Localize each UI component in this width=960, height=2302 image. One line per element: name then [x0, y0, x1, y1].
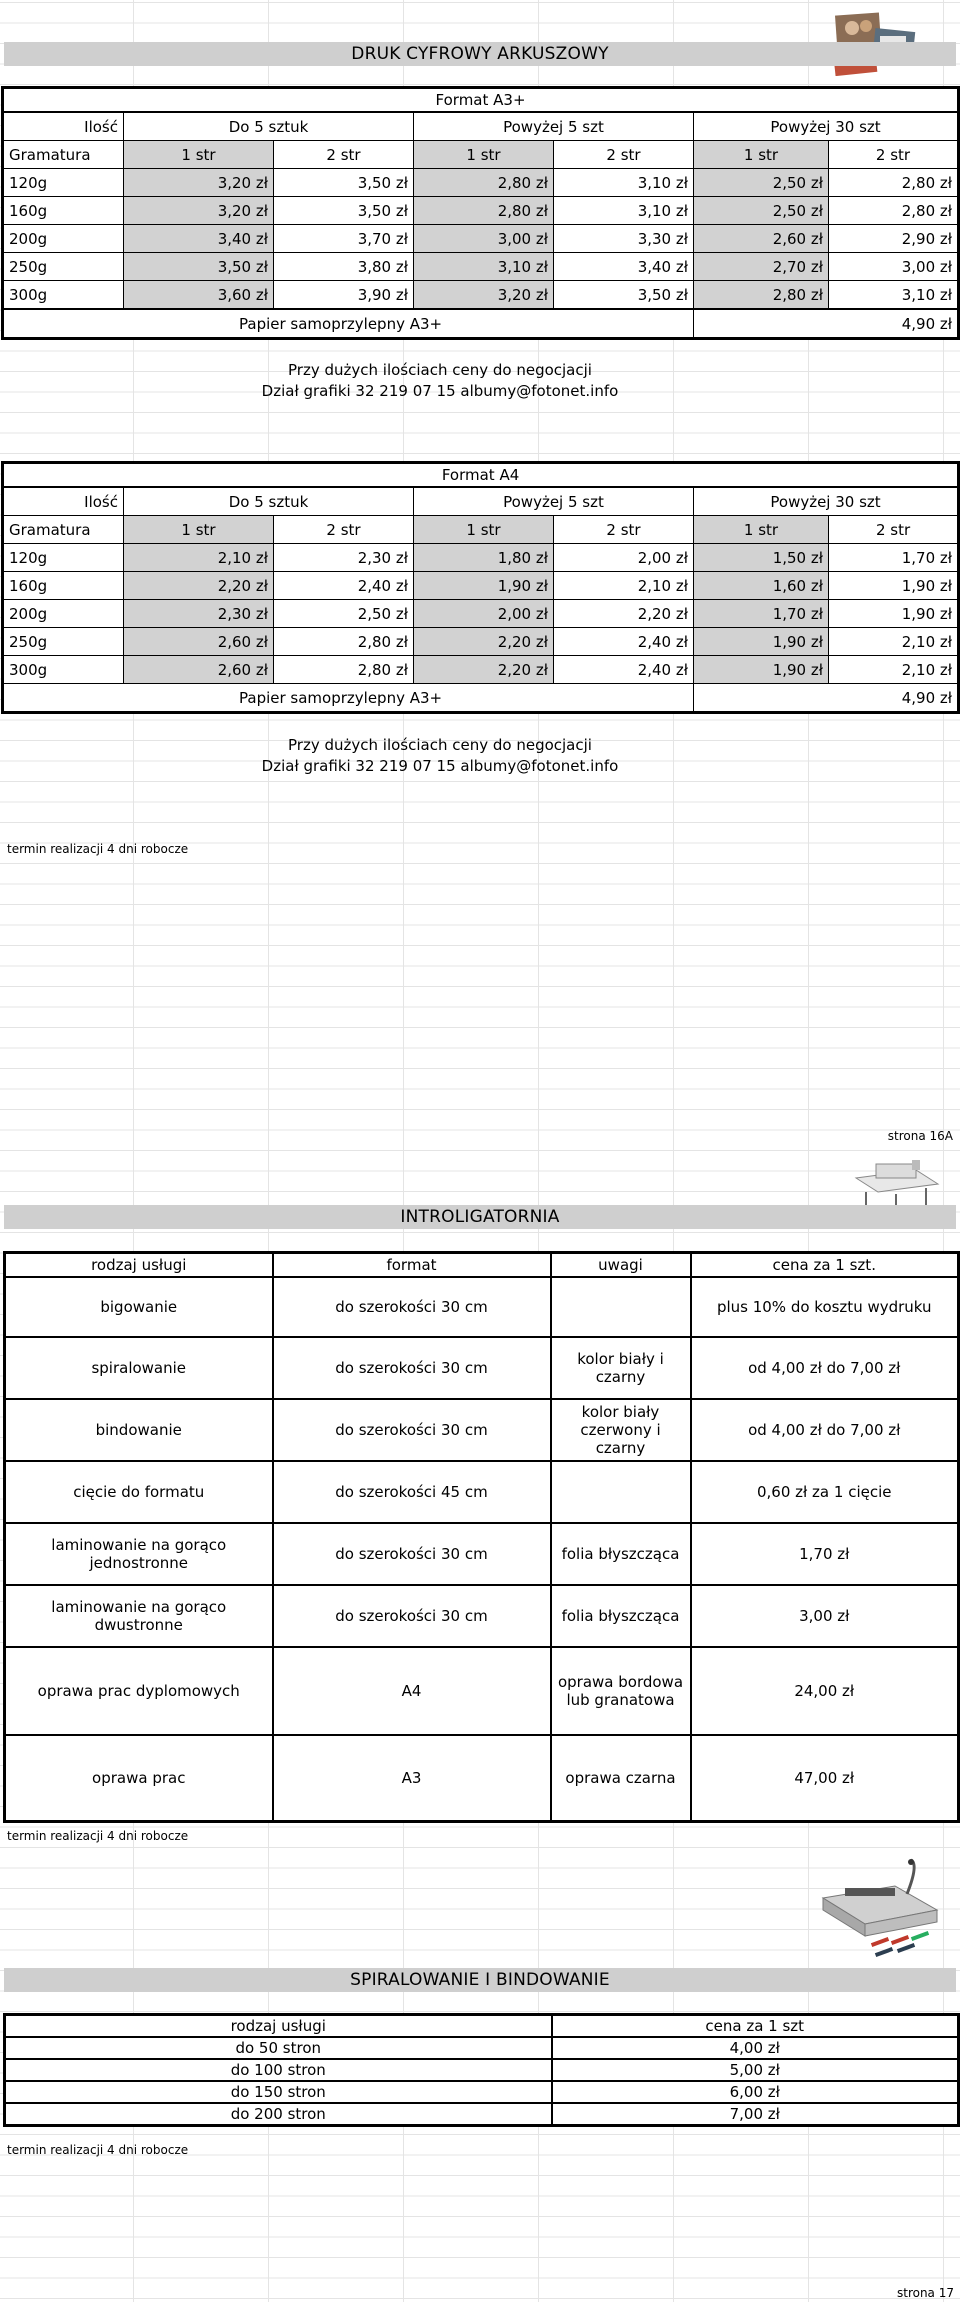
- section-title-binding: SPIRALOWANIE I BINDOWANIE: [4, 1968, 956, 1992]
- table-row: [5, 2037, 959, 2059]
- price-cell: 24,00 zł: [691, 1647, 959, 1735]
- price-cell: 2,10 zł: [554, 572, 694, 600]
- grammage-cell: 300g: [4, 281, 124, 310]
- price-cell: 3,10 zł: [554, 169, 694, 197]
- service-cell: do 50 stron: [5, 2037, 552, 2059]
- format-cell: do szerokości 30 cm: [273, 1337, 551, 1399]
- price-table-a4: [3, 463, 958, 712]
- price-cell: 1,90 zł: [694, 656, 829, 684]
- lead-time-note: termin realizacji 4 dni robocze: [7, 1829, 189, 1843]
- price-cell: 3,50 zł: [274, 197, 414, 225]
- price-cell: 5,00 zł: [552, 2059, 959, 2081]
- price-cell: 2,80 zł: [414, 197, 554, 225]
- quantity-label: Ilość: [4, 487, 124, 516]
- price-cell: 1,90 zł: [694, 628, 829, 656]
- sides-header: 2 str: [274, 141, 414, 169]
- bindery-table: [3, 1251, 960, 1823]
- price-cell: 2,90 zł: [829, 225, 958, 253]
- price-cell: 7,00 zł: [552, 2103, 959, 2126]
- column-header: cena za 1 szt.: [691, 1253, 959, 1278]
- service-cell: oprawa prac dyplomowych: [5, 1647, 273, 1735]
- table-row: [5, 2103, 959, 2126]
- table-row: [4, 225, 958, 253]
- group-header: Powyżej 30 szt: [694, 487, 958, 516]
- price-cell: 2,10 zł: [829, 628, 958, 656]
- price-cell: plus 10% do kosztu wydruku: [691, 1277, 959, 1337]
- group-header: Do 5 sztuk: [124, 112, 414, 141]
- price-cell: 2,80 zł: [414, 169, 554, 197]
- price-cell: 1,70 zł: [829, 544, 958, 572]
- service-cell: oprawa prac: [5, 1735, 273, 1821]
- service-cell: spiralowanie: [5, 1337, 273, 1399]
- notes-cell: folia błyszcząca: [551, 1523, 691, 1585]
- table-row: [4, 656, 958, 684]
- sticker-paper-label: Papier samoprzylepny A3+: [4, 684, 694, 712]
- lead-time-note: termin realizacji 4 dni robocze: [7, 2143, 189, 2157]
- table-row: [4, 169, 958, 197]
- price-cell: 3,80 zł: [274, 253, 414, 281]
- price-cell: 3,60 zł: [124, 281, 274, 310]
- group-header: Powyżej 30 szt: [694, 112, 958, 141]
- service-cell: cięcie do formatu: [5, 1461, 273, 1523]
- price-cell: 2,80 zł: [694, 281, 829, 310]
- price-cell: 2,20 zł: [414, 656, 554, 684]
- price-cell: od 4,00 zł do 7,00 zł: [691, 1337, 959, 1399]
- grammage-cell: 120g: [4, 169, 124, 197]
- price-cell: 3,70 zł: [274, 225, 414, 253]
- price-cell: 6,00 zł: [552, 2081, 959, 2103]
- sides-header: 1 str: [694, 141, 829, 169]
- column-header: cena za 1 szt: [552, 2015, 959, 2038]
- sides-header: 1 str: [124, 141, 274, 169]
- grammage-cell: 160g: [4, 197, 124, 225]
- notes-cell: [551, 1277, 691, 1337]
- binding-machine-icon: [815, 1858, 945, 1960]
- price-cell: 2,60 zł: [694, 225, 829, 253]
- table-row: [5, 1735, 959, 1821]
- table-row: [5, 2081, 959, 2103]
- notes-cell: folia błyszcząca: [551, 1585, 691, 1647]
- sides-header: 2 str: [829, 141, 958, 169]
- format-cell: do szerokości 45 cm: [273, 1461, 551, 1523]
- table-row: [4, 544, 958, 572]
- price-cell: 1,70 zł: [694, 600, 829, 628]
- price-cell: 3,40 zł: [124, 225, 274, 253]
- price-cell: 2,80 zł: [829, 197, 958, 225]
- table-row: [5, 2059, 959, 2081]
- negotiation-note: Przy dużych ilościach ceny do negocjacji: [288, 361, 592, 379]
- notes-cell: kolor biały i czarny: [551, 1337, 691, 1399]
- price-cell: 2,20 zł: [414, 628, 554, 656]
- table-row: [5, 1337, 959, 1399]
- price-cell: 2,20 zł: [554, 600, 694, 628]
- sides-header: 2 str: [554, 141, 694, 169]
- negotiation-note: Przy dużych ilościach ceny do negocjacji: [288, 736, 592, 754]
- price-cell: 47,00 zł: [691, 1735, 959, 1821]
- sides-header: 1 str: [414, 141, 554, 169]
- format-cell: do szerokości 30 cm: [273, 1523, 551, 1585]
- column-header: rodzaj usługi: [5, 2015, 552, 2038]
- format-header: Format A3+: [4, 89, 958, 113]
- format-cell: A3: [273, 1735, 551, 1821]
- grammage-cell: 200g: [4, 225, 124, 253]
- sides-header: 1 str: [694, 516, 829, 544]
- price-cell: 2,60 zł: [124, 656, 274, 684]
- price-cell: 3,90 zł: [274, 281, 414, 310]
- grammage-cell: 250g: [4, 253, 124, 281]
- price-cell: 2,00 zł: [554, 544, 694, 572]
- price-cell: 2,50 zł: [694, 169, 829, 197]
- grammage-cell: 120g: [4, 544, 124, 572]
- price-cell: 3,20 zł: [414, 281, 554, 310]
- price-cell: 3,30 zł: [554, 225, 694, 253]
- service-cell: bindowanie: [5, 1399, 273, 1461]
- column-header: format: [273, 1253, 551, 1278]
- price-cell: 2,40 zł: [274, 572, 414, 600]
- table-row: [5, 1585, 959, 1647]
- price-cell: 2,00 zł: [414, 600, 554, 628]
- grammage-cell: 200g: [4, 600, 124, 628]
- price-table-a3: [3, 88, 958, 338]
- price-cell: 4,00 zł: [552, 2037, 959, 2059]
- table-row: [5, 1399, 959, 1461]
- price-cell: 1,90 zł: [829, 600, 958, 628]
- service-cell: do 100 stron: [5, 2059, 552, 2081]
- group-header: Do 5 sztuk: [124, 487, 414, 516]
- table-row: [5, 1523, 959, 1585]
- price-cell: 3,20 zł: [124, 197, 274, 225]
- contact-note: Dział grafiki 32 219 07 15 albumy@fotonet.info: [261, 757, 619, 775]
- price-cell: 0,60 zł za 1 cięcie: [691, 1461, 959, 1523]
- table-row: [4, 281, 958, 310]
- grammage-label: Gramatura: [4, 516, 124, 544]
- lead-time-note: termin realizacji 4 dni robocze: [7, 842, 189, 856]
- sides-header: 1 str: [124, 516, 274, 544]
- section-title-bindery: INTROLIGATORNIA: [4, 1205, 956, 1229]
- notes-cell: [551, 1461, 691, 1523]
- service-cell: do 150 stron: [5, 2081, 552, 2103]
- grammage-label: Gramatura: [4, 141, 124, 169]
- sticker-paper-price: 4,90 zł: [694, 684, 958, 712]
- price-cell: 3,00 zł: [414, 225, 554, 253]
- price-cell: 1,90 zł: [414, 572, 554, 600]
- service-cell: bigowanie: [5, 1277, 273, 1337]
- sticker-paper-label: Papier samoprzylepny A3+: [4, 309, 694, 338]
- format-cell: do szerokości 30 cm: [273, 1277, 551, 1337]
- sides-header: 2 str: [554, 516, 694, 544]
- format-cell: do szerokości 30 cm: [273, 1399, 551, 1461]
- price-cell: 2,10 zł: [124, 544, 274, 572]
- sides-header: 2 str: [274, 516, 414, 544]
- price-cell: 3,50 zł: [274, 169, 414, 197]
- grammage-cell: 160g: [4, 572, 124, 600]
- price-cell: 1,70 zł: [691, 1523, 959, 1585]
- price-cell: 2,30 zł: [274, 544, 414, 572]
- sides-header: 2 str: [829, 516, 958, 544]
- table-row: [5, 1277, 959, 1337]
- binding-price-table: [3, 2013, 960, 2127]
- price-cell: 3,40 zł: [554, 253, 694, 281]
- price-cell: 2,30 zł: [124, 600, 274, 628]
- price-cell: 2,60 zł: [124, 628, 274, 656]
- section-title-digital-print: DRUK CYFROWY ARKUSZOWY: [4, 42, 956, 66]
- price-cell: 3,50 zł: [554, 281, 694, 310]
- group-header: Powyżej 5 szt: [414, 487, 694, 516]
- price-cell: 3,50 zł: [124, 253, 274, 281]
- price-cell: 3,20 zł: [124, 169, 274, 197]
- price-cell: 3,10 zł: [414, 253, 554, 281]
- notes-cell: kolor biały czerwony i czarny: [551, 1399, 691, 1461]
- column-header: uwagi: [551, 1253, 691, 1278]
- quantity-label: Ilość: [4, 112, 124, 141]
- service-cell: laminowanie na gorąco jednostronne: [5, 1523, 273, 1585]
- price-cell: 3,00 zł: [829, 253, 958, 281]
- format-header: Format A4: [4, 464, 958, 488]
- price-cell: 1,60 zł: [694, 572, 829, 600]
- notes-cell: oprawa czarna: [551, 1735, 691, 1821]
- price-cell: 2,50 zł: [694, 197, 829, 225]
- table-row: [4, 600, 958, 628]
- sticker-paper-price: 4,90 zł: [694, 309, 958, 338]
- price-cell: 3,10 zł: [829, 281, 958, 310]
- price-cell: 2,70 zł: [694, 253, 829, 281]
- table-row: [5, 1647, 959, 1735]
- table-row: [5, 1461, 959, 1523]
- price-cell: 3,00 zł: [691, 1585, 959, 1647]
- table-row: [4, 197, 958, 225]
- page-number: strona 16A: [887, 1129, 953, 1143]
- price-cell: 2,20 zł: [124, 572, 274, 600]
- grammage-cell: 300g: [4, 656, 124, 684]
- service-cell: do 200 stron: [5, 2103, 552, 2126]
- grammage-cell: 250g: [4, 628, 124, 656]
- price-cell: 1,50 zł: [694, 544, 829, 572]
- format-cell: A4: [273, 1647, 551, 1735]
- price-cell: od 4,00 zł do 7,00 zł: [691, 1399, 959, 1461]
- column-header: rodzaj usługi: [5, 1253, 273, 1278]
- price-cell: 1,90 zł: [829, 572, 958, 600]
- contact-note: Dział grafiki 32 219 07 15 albumy@fotonet.info: [261, 382, 619, 400]
- price-cell: 3,10 zł: [554, 197, 694, 225]
- price-cell: 2,50 zł: [274, 600, 414, 628]
- group-header: Powyżej 5 szt: [414, 112, 694, 141]
- format-cell: do szerokości 30 cm: [273, 1585, 551, 1647]
- table-row: [4, 253, 958, 281]
- page-number: strona 17: [896, 2286, 954, 2300]
- notes-cell: oprawa bordowa lub granatowa: [551, 1647, 691, 1735]
- price-cell: 1,80 zł: [414, 544, 554, 572]
- price-cell: 2,10 zł: [829, 656, 958, 684]
- service-cell: laminowanie na gorąco dwustronne: [5, 1585, 273, 1647]
- table-row: [4, 628, 958, 656]
- price-cell: 2,80 zł: [274, 628, 414, 656]
- price-cell: 2,40 zł: [554, 628, 694, 656]
- sides-header: 1 str: [414, 516, 554, 544]
- price-cell: 2,40 zł: [554, 656, 694, 684]
- price-cell: 2,80 zł: [274, 656, 414, 684]
- table-row: [4, 572, 958, 600]
- price-cell: 2,80 zł: [829, 169, 958, 197]
